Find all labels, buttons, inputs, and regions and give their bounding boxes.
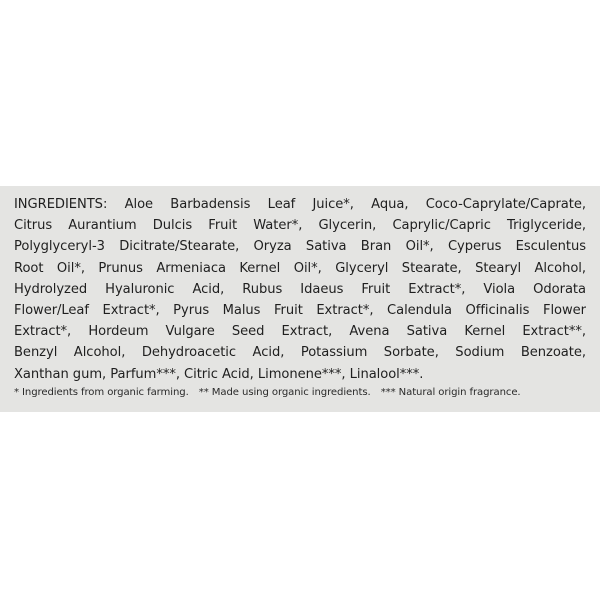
ingredients-line: INGREDIENTS: Aloe Barbadensis Leaf Juice*, Aqua, Coco-Caprylate/Caprate,: [14, 197, 586, 212]
ingredients-label-panel: [0, 186, 600, 412]
footnote-natural-fragrance: *** Natural origin fragrance.: [380, 386, 521, 398]
footnote-organic-farming: * Ingredients from organic farming.: [14, 386, 189, 398]
ingredients-line: Polyglyceryl-3 Dicitrate/Stearate, Oryza Sativa Bran Oil*, Cyperus Esculentus: [14, 239, 586, 255]
ingredients-line: Benzyl Alcohol, Dehydroacetic Acid, Potassium Sorbate, Sodium Benzoate,: [14, 345, 586, 361]
ingredients-line: Xanthan gum, Parfum***, Citric Acid, Limonene***, Linalool***.: [14, 366, 424, 382]
ingredients-line: Citrus Aurantium Dulcis Fruit Water*, Glycerin, Caprylic/Capric Triglyceride,: [14, 218, 586, 234]
footnote-organic-ingredients: ** Made using organic ingredients.: [198, 386, 371, 398]
ingredients-line: Flower/Leaf Extract*, Pyrus Malus Fruit Extract*, Calendula Officinalis Flower: [14, 303, 586, 319]
ingredients-line: Extract*, Hordeum Vulgare Seed Extract, Avena Sativa Kernel Extract**,: [14, 324, 586, 340]
ingredients-line: Hydrolyzed Hyaluronic Acid, Rubus Idaeus Fruit Extract*, Viola Odorata: [14, 281, 586, 297]
ingredients-line: Root Oil*, Prunus Armeniaca Kernel Oil*, Glyceryl Stearate, Stearyl Alcohol,: [14, 260, 586, 276]
footnotes: [14, 386, 588, 399]
ingredients-list: [14, 194, 588, 385]
